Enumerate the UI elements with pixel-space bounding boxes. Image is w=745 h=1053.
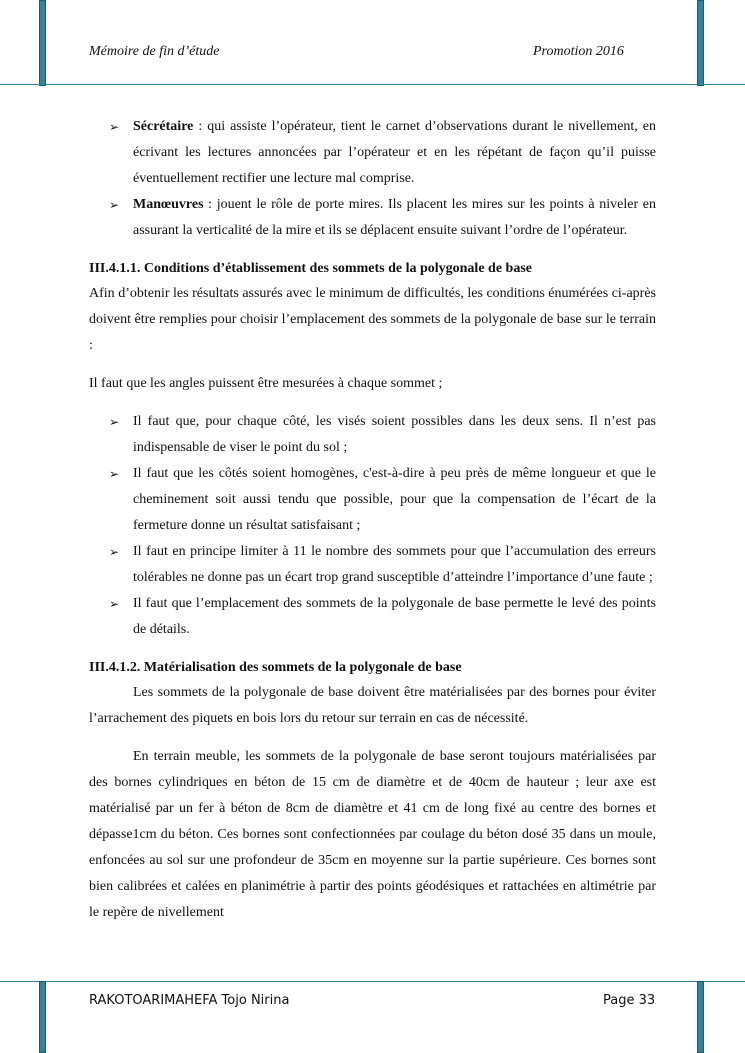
angles-statement: Il faut que les angles puissent être mesurées à chaque sommet ; — [89, 376, 443, 391]
list-item — [89, 591, 656, 643]
right-top-bar — [697, 0, 704, 86]
header-rule — [0, 84, 745, 85]
conditions-list — [89, 409, 656, 643]
paragraph: Les sommets de la polygonale de base doivent être matérialisées par des bornes pour éviter l’arrachement des piquets en bois lors du retour sur terrain en cas de nécessité. — [89, 685, 656, 726]
footer-rule — [0, 981, 745, 982]
list-item-text: Il faut que les côtés soient homogènes, c'est-à-dire à peu près de même longueur et que le cheminement soit aussi tendu que possible, pour que la compensation de l’écart de la fermeture donne un résultat satisfaisant ; — [133, 466, 656, 533]
paragraph: En terrain meuble, les sommets de la polygonale de base seront toujours matérialisées par des bornes cylindriques en béton de 15 cm de diamètre et de 40cm de hauteur ; leur axe est matérialisé par un fer à béton de 8cm de diamètre et 41 cm de long fixé au centre des bornes et dépasse1cm du béton. Ces bornes sont confectionnées par coulage du béton dosé 35 dans un moule, enfoncées au sol sur une profondeur de 35cm en moyenne sur la partie supérieure. Ces bornes sont bien calibrées et calées en planimétrie à partir des points géodésiques et rattachées en altimétrie par le repère de nivellement — [89, 749, 656, 920]
section-heading-conditions: III.4.1.1. Conditions d’établissement des sommets de la polygonale de base — [89, 261, 532, 276]
arrow-bullet-icon: ➢ — [109, 467, 120, 481]
footer-author: RAKOTOARIMAHEFA Tojo Nirina — [89, 993, 290, 1008]
role-term: Sécrétaire — [133, 119, 194, 134]
arrow-bullet-icon: ➢ — [109, 597, 120, 611]
role-item-secretaire — [89, 114, 656, 192]
header-left: Mémoire de fin d’étude — [89, 44, 220, 59]
list-item-text: Il faut que l’emplacement des sommets de la polygonale de base permette le levé des points de détails. — [133, 596, 656, 637]
role-description: : qui assiste l’opérateur, tient le carnet d’observations durant le nivellement, en écrivant les lectures annoncées par l’opérateur et en les répétant de façon qu’il puisse éventuellement rectifier une lecture mal comprise. — [133, 119, 656, 186]
list-item-text: Il faut que, pour chaque côté, les visés soient possibles dans les deux sens. Il n’est pas indispensable de viser le point du sol ; — [133, 414, 656, 455]
arrow-bullet-icon: ➢ — [109, 415, 120, 429]
list-item — [89, 409, 656, 461]
role-term: Manœuvres — [133, 197, 204, 212]
right-bottom-bar — [697, 981, 704, 1053]
list-item-text: Il faut en principe limiter à 11 le nombre des sommets pour que l’accumulation des erreurs tolérables ne donne pas un écart trop grand susceptible d’atteindre l’importance d’une faute ; — [133, 544, 656, 585]
left-bottom-bar — [39, 981, 46, 1053]
list-item — [89, 539, 656, 591]
arrow-bullet-icon: ➢ — [109, 120, 120, 134]
arrow-bullet-icon: ➢ — [109, 198, 120, 212]
left-top-bar — [39, 0, 46, 86]
conditions-intro: Afin d’obtenir les résultats assurés avec le minimum de difficultés, les conditions énumérées ci-après doivent être remplies pour choisir l’emplacement des sommets de la polygonale de base sur le terrain : — [89, 286, 656, 353]
role-item-manoeuvres — [89, 192, 656, 244]
header-right: Promotion 2016 — [533, 44, 624, 59]
page-body — [89, 114, 656, 926]
section-heading-materialisation: III.4.1.2. Matérialisation des sommets de la polygonale de base — [89, 660, 462, 675]
arrow-bullet-icon: ➢ — [109, 545, 120, 559]
list-item — [89, 461, 656, 539]
page-number: Page 33 — [603, 993, 656, 1008]
role-description: : jouent le rôle de porte mires. Ils placent les mires sur les points à niveler en assurant la verticalité de la mire et ils se déplacent ensuite suivant l’ordre de l’opérateur. — [133, 197, 656, 238]
